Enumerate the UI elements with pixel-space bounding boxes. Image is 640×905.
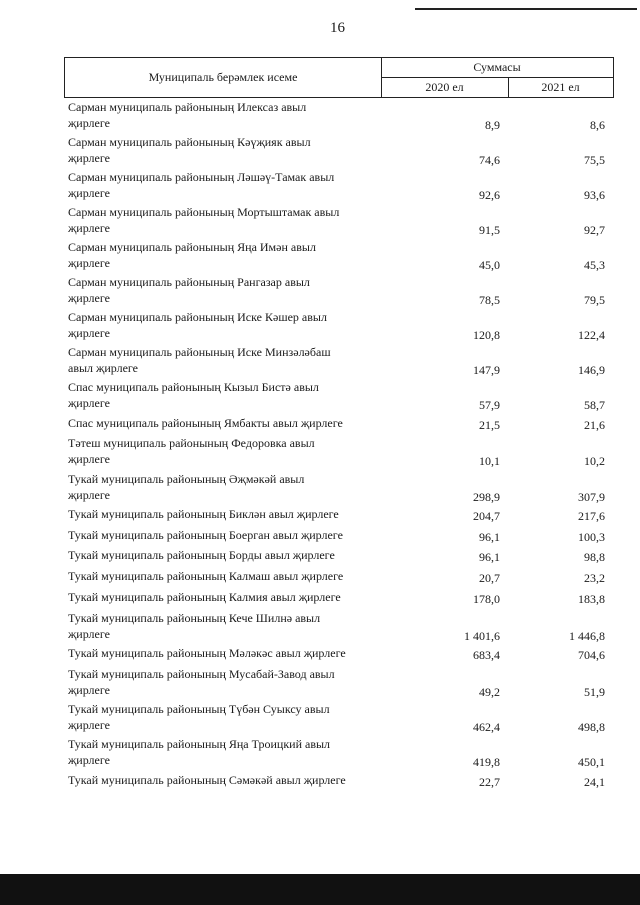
municipality-name-line: җирлеге	[68, 256, 110, 270]
amount-2021: 183,8	[578, 592, 605, 606]
amount-2020: 96,1	[479, 550, 500, 564]
municipality-name	[68, 590, 388, 606]
municipality-name	[68, 773, 388, 789]
municipality-name-line: җирлеге	[68, 221, 110, 235]
amount-2021: 45,3	[584, 258, 605, 272]
scan-edge-bottom-gap	[0, 870, 640, 874]
amount-2020: 1 401,6	[464, 629, 500, 643]
amount-2020: 74,6	[479, 153, 500, 167]
amount-2021: 122,4	[578, 328, 605, 342]
municipality-name	[68, 310, 388, 342]
amount-2020: 78,5	[479, 293, 500, 307]
municipality-name	[68, 240, 388, 272]
amount-2021: 10,2	[584, 454, 605, 468]
municipality-name-line: җирлеге	[68, 186, 110, 200]
municipality-name-line: Сарман муниципаль районының Рангазар авыл	[68, 275, 310, 289]
column-header-municipality: Муниципаль берәмлек исеме	[65, 58, 382, 97]
amount-2020: 21,5	[479, 418, 500, 432]
amount-2021: 75,5	[584, 153, 605, 167]
amount-2020: 178,0	[473, 592, 500, 606]
municipality-name	[68, 611, 388, 643]
page-number: 16	[330, 20, 345, 36]
column-header-year-2021: 2021 ел	[541, 79, 580, 94]
municipality-name	[68, 472, 388, 504]
municipality-name-line: җирлеге	[68, 326, 110, 340]
municipality-name	[68, 135, 388, 167]
municipality-name-line: җирлеге	[68, 488, 110, 502]
amount-2021: 98,8	[584, 550, 605, 564]
amount-2020: 22,7	[479, 775, 500, 789]
municipality-name-line: Тукай муниципаль районының Әҗмәкәй авыл	[68, 472, 305, 486]
amount-2021: 498,8	[578, 720, 605, 734]
amount-2020: 298,9	[473, 490, 500, 504]
municipality-name-line: җирлеге	[68, 151, 110, 165]
municipality-name-line: Сарман муниципаль районының Мортыштамак авыл	[68, 205, 340, 219]
municipality-name-line: Тукай муниципаль районының Түбән Суыксу авыл	[68, 702, 330, 716]
amount-2020: 57,9	[479, 398, 500, 412]
municipality-name	[68, 275, 388, 307]
municipality-name-line: Тукай муниципаль районының Биклән авыл җирлеге	[68, 507, 339, 521]
municipality-name-line: Спас муниципаль районының Кызыл Бистә авыл	[68, 380, 319, 394]
amount-2021: 8,6	[590, 118, 605, 132]
amount-2021: 93,6	[584, 188, 605, 202]
municipality-name-line: Тукай муниципаль районының Сәмәкәй авыл җирлеге	[68, 773, 346, 787]
amount-2021: 58,7	[584, 398, 605, 412]
municipality-name-line: авыл җирлеге	[68, 361, 139, 375]
amount-2021: 307,9	[578, 490, 605, 504]
municipality-name	[68, 528, 388, 544]
amount-2020: 20,7	[479, 571, 500, 585]
amount-2021: 51,9	[584, 685, 605, 699]
scan-edge-bottom	[0, 870, 640, 905]
column-header-year-2020: 2020 ел	[381, 77, 509, 97]
amount-2021: 21,6	[584, 418, 605, 432]
municipality-name	[68, 737, 388, 769]
municipality-name	[68, 205, 388, 237]
municipality-name-line: Спас муниципаль районының Ямбакты авыл җирлеге	[68, 416, 343, 430]
municipality-name-line: Тукай муниципаль районының Мусабай-Завод авыл	[68, 667, 335, 681]
municipality-name	[68, 436, 388, 468]
column-header-amount: Суммасы	[381, 58, 613, 78]
amount-2020: 8,9	[485, 118, 500, 132]
scan-edge-line-top	[415, 8, 637, 10]
municipality-name	[68, 507, 388, 523]
amount-2021: 704,6	[578, 648, 605, 662]
municipality-name-line: Тукай муниципаль районының Кече Шилнә авыл	[68, 611, 321, 625]
municipality-name-line: Тукай муниципаль районының Яңа Троицкий авыл	[68, 737, 331, 751]
municipality-name-line: җирлеге	[68, 718, 110, 732]
municipality-name-line: Сарман муниципаль районының Иске Кәшер авыл	[68, 310, 327, 324]
municipality-name-line: Сарман муниципаль районының Иске Минзәләбаш	[68, 345, 331, 359]
amount-2020: 45,0	[479, 258, 500, 272]
amount-2021: 23,2	[584, 571, 605, 585]
amount-2020: 91,5	[479, 223, 500, 237]
municipality-name-line: Тукай муниципаль районының Мәләкәс авыл җирлеге	[68, 646, 346, 660]
amount-2020: 10,1	[479, 454, 500, 468]
amount-2021: 146,9	[578, 363, 605, 377]
amount-2020: 683,4	[473, 648, 500, 662]
amount-2021: 79,5	[584, 293, 605, 307]
amount-2020: 147,9	[473, 363, 500, 377]
table-header	[64, 57, 614, 98]
municipality-name-line: Тукай муниципаль районының Калмия авыл җирлеге	[68, 590, 341, 604]
amount-2020: 204,7	[473, 509, 500, 523]
municipality-name-line: Тукай муниципаль районының Калмаш авыл җирлеге	[68, 569, 344, 583]
municipality-name-line: Сарман муниципаль районының Яңа Имән авыл	[68, 240, 316, 254]
amount-2020: 120,8	[473, 328, 500, 342]
municipality-name-line: җирлеге	[68, 452, 110, 466]
municipality-name	[68, 416, 388, 432]
municipality-name	[68, 100, 388, 132]
amount-2021: 1 446,8	[569, 629, 605, 643]
amount-2021: 92,7	[584, 223, 605, 237]
municipality-name-line: Тукай муниципаль районының Боерган авыл җирлеге	[68, 528, 343, 542]
amount-2020: 462,4	[473, 720, 500, 734]
municipality-name-line: Сарман муниципаль районының Кәүҗияк авыл	[68, 135, 311, 149]
municipality-name-line: җирлеге	[68, 753, 110, 767]
amount-2021: 24,1	[584, 775, 605, 789]
amount-2021: 217,6	[578, 509, 605, 523]
amount-2020: 92,6	[479, 188, 500, 202]
municipality-name	[68, 702, 388, 734]
municipality-name	[68, 569, 388, 585]
municipality-name-line: җирлеге	[68, 396, 110, 410]
municipality-name-line: Сарман муниципаль районының Илексаз авыл	[68, 100, 307, 114]
municipality-name	[68, 345, 388, 377]
municipality-name	[68, 548, 388, 564]
municipality-name-line: җирлеге	[68, 116, 110, 130]
municipality-name-line: җирлеге	[68, 291, 110, 305]
municipality-name-line: җирлеге	[68, 627, 110, 641]
amount-2020: 49,2	[479, 685, 500, 699]
municipality-name	[68, 380, 388, 412]
amount-2021: 100,3	[578, 530, 605, 544]
municipality-name-line: Тукай муниципаль районының Борды авыл җирлеге	[68, 548, 335, 562]
municipality-name-line: Тәтеш муниципаль районының Федоровка авыл	[68, 436, 315, 450]
amount-2020: 96,1	[479, 530, 500, 544]
municipality-name	[68, 667, 388, 699]
municipality-name-line: Сарман муниципаль районының Ләшәү-Тамак авыл	[68, 170, 335, 184]
amount-2021: 450,1	[578, 755, 605, 769]
municipality-name	[68, 646, 388, 662]
municipality-name	[68, 170, 388, 202]
amount-2020: 419,8	[473, 755, 500, 769]
municipality-name-line: җирлеге	[68, 683, 110, 697]
